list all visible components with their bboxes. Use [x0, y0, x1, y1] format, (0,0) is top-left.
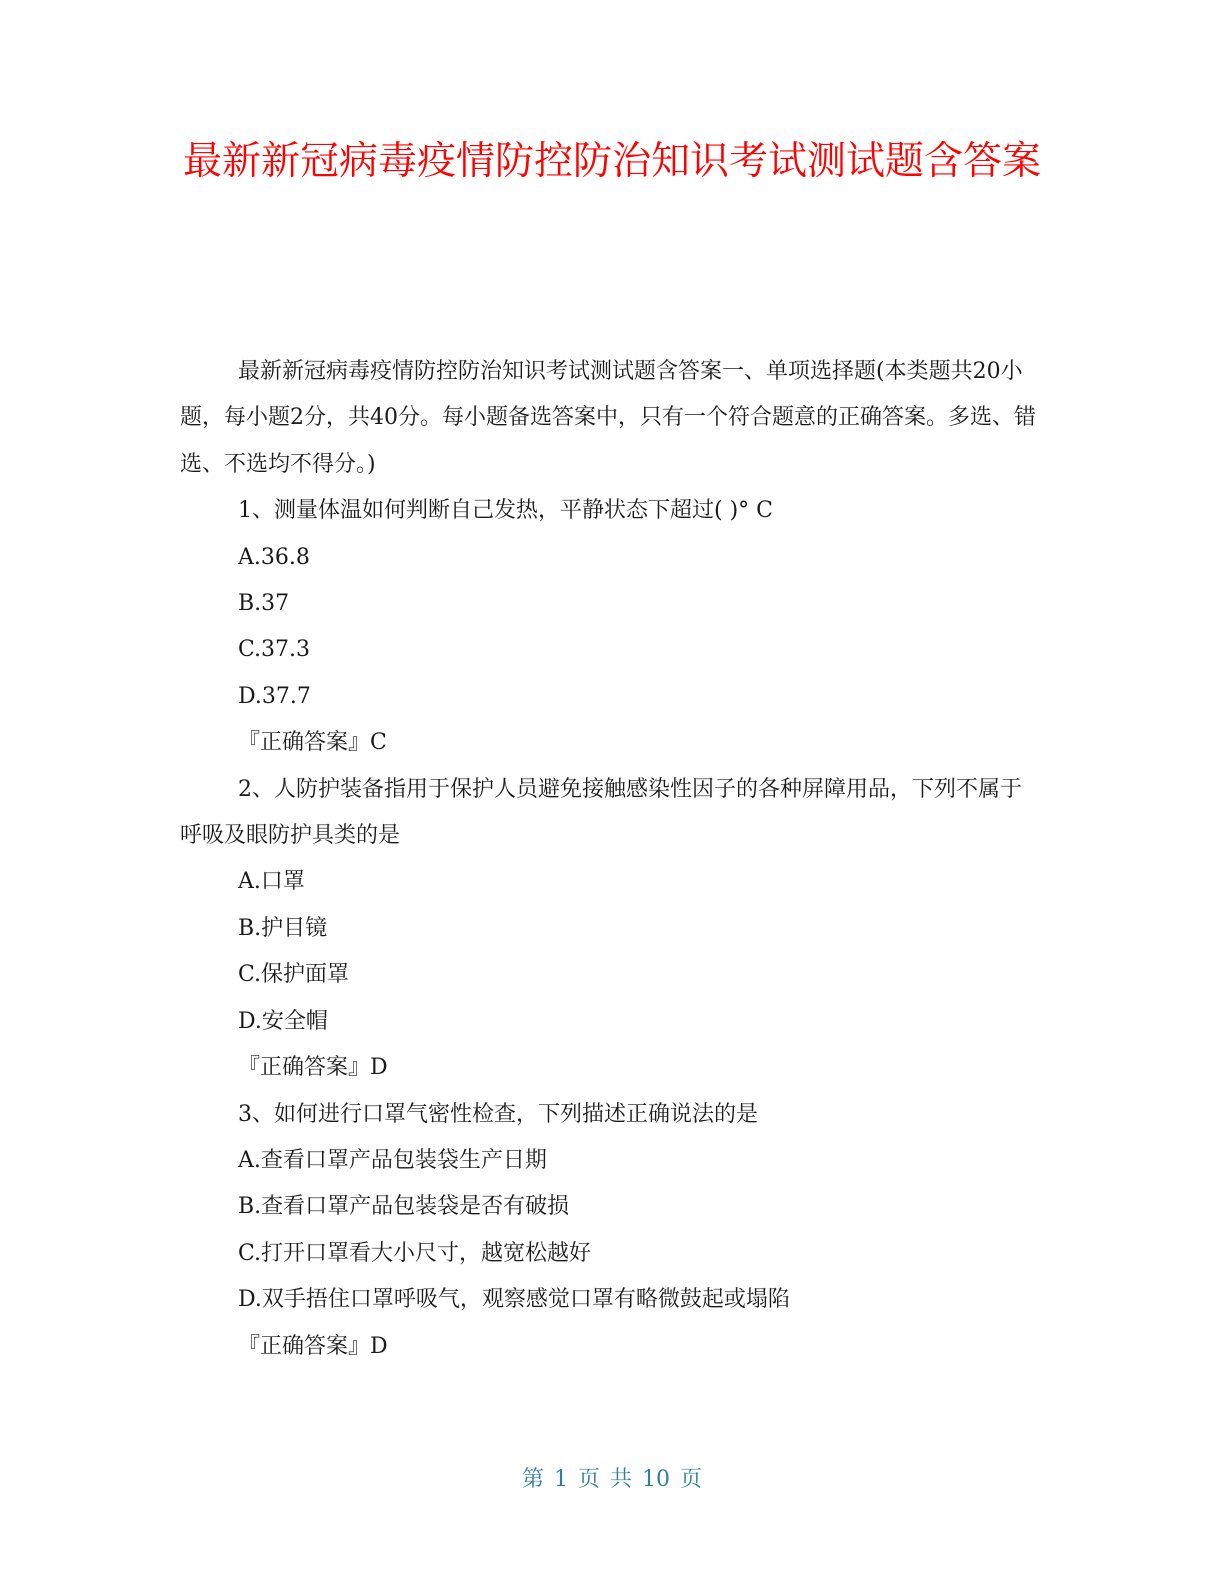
footer-label-page: 第: [521, 1467, 544, 1492]
question-1-option-b: B.37: [238, 591, 290, 617]
question-3-option-b: B.查看口罩产品包装袋是否有破损: [238, 1194, 570, 1220]
footer-total-pages: 10: [642, 1467, 671, 1492]
question-2-option-b: B.护目镜: [238, 915, 328, 941]
footer-page-number: 1: [553, 1467, 568, 1492]
footer-label-page-unit: 页: [577, 1467, 600, 1492]
question-1-option-a: A.36.8: [238, 544, 310, 570]
document-title: 最新新冠病毒疫情防控防治知识考试测试题含答案: [182, 139, 1041, 184]
question-2-answer: 『正确答案』D: [238, 1055, 388, 1081]
question-2-option-c: C.保护面罩: [238, 962, 350, 988]
question-3-answer: 『正确答案』D: [238, 1333, 388, 1359]
footer-label-total: 共: [610, 1467, 633, 1492]
question-1-answer: 『正确答案』C: [238, 730, 387, 756]
page-footer: [0, 1462, 1224, 1498]
question-1-stem: 1、测量体温如何判断自己发热，平静状态下超过( )° C: [238, 498, 773, 524]
question-2-stem: 2、人防护装备指用于保护人员避免接触感染性因子的各种屏障用品，下列不属于呼吸及眼防护具类的是: [180, 776, 1022, 849]
question-2-option-d: D.安全帽: [238, 1008, 328, 1034]
intro-paragraph: 最新新冠病毒疫情防控防治知识考试测试题含答案一、单项选择题(本类题共20小题，每小题2分，共40分。每小题备选答案中，只有一个符合题意的正确答案。多选、错选、不选均不得分。): [180, 359, 1036, 477]
footer-label-total-unit: 页: [680, 1467, 703, 1492]
question-1-option-c: C.37.3: [238, 637, 311, 663]
question-3-option-a: A.查看口罩产品包装袋生产日期: [238, 1147, 547, 1173]
question-1-option-d: D.37.7: [238, 683, 311, 709]
question-3-stem: 3、如何进行口罩气密性检查，下列描述正确说法的是: [238, 1101, 758, 1127]
document-body: [180, 349, 1040, 1370]
question-3-option-c: C.打开口罩看大小尺寸，越宽松越好: [238, 1240, 592, 1266]
question-3-option-d: D.双手捂住口罩呼吸气，观察感觉口罩有略微鼓起或塌陷: [238, 1287, 790, 1313]
question-2-option-a: A.口罩: [238, 869, 305, 895]
